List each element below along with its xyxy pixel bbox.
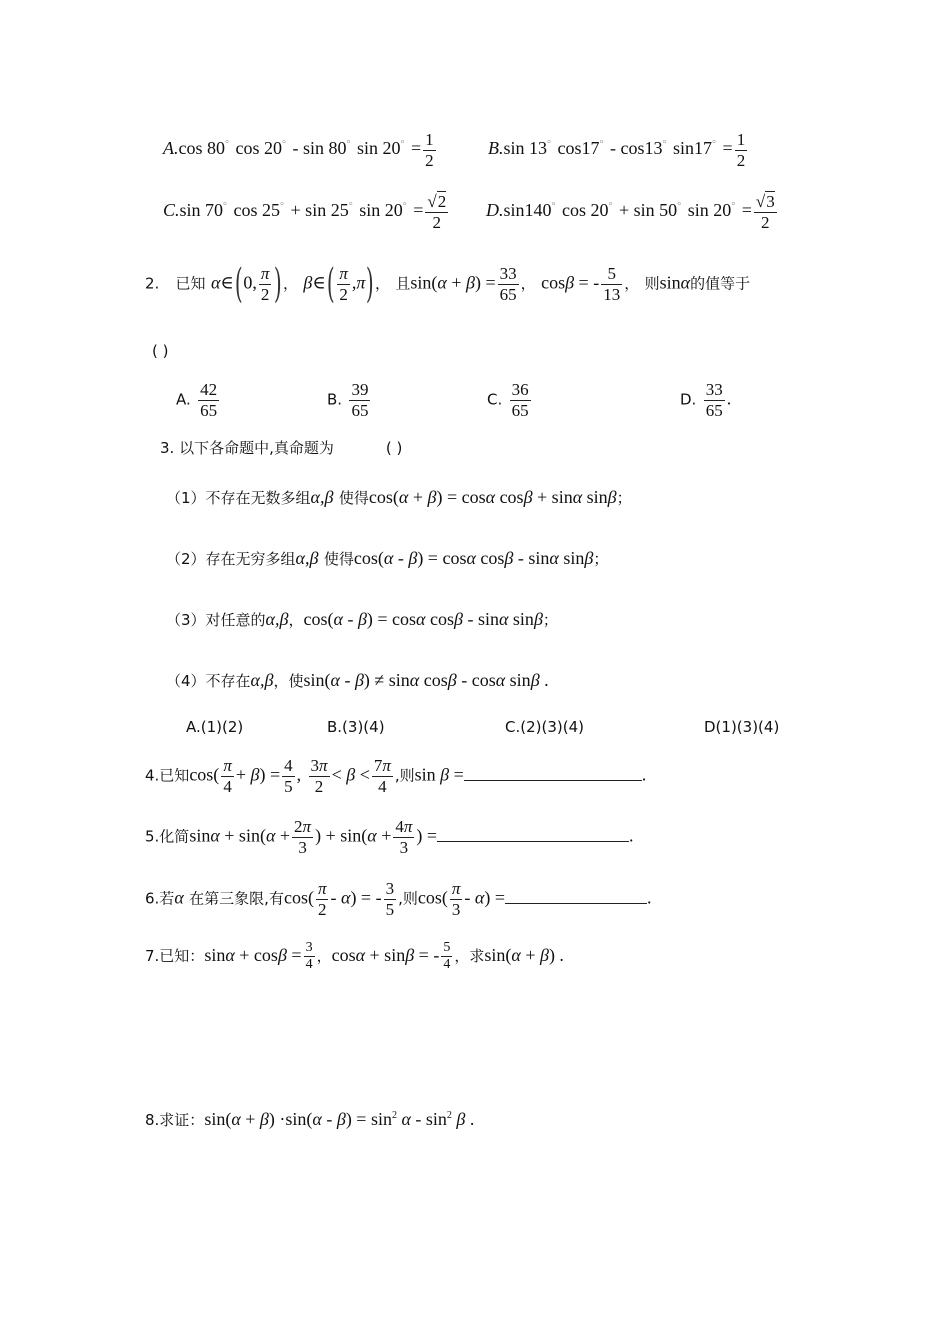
q5: 5.化简sinα + sin(α + $\frac{2\pi}{3}$ ) + sin(α + $\frac{4\pi}{3}$ ) = . (145, 817, 634, 857)
option-label: C. (163, 200, 180, 221)
q3-option-d: D(1)(3)(4) (704, 718, 780, 736)
q3-proposition-4: （4）不存在α,β，使sin(α - β) ≠ sinα cosβ - cosα sinβ . (166, 670, 549, 690)
q3-option-c: C.(2)(3)(4) (505, 718, 584, 736)
fraction: $\frac{1}{2}$ (736, 130, 746, 170)
q3-proposition-2: （2）存在无穷多组α,β 使得cos(α - β) = cosα cosβ - sinα sinβ； (166, 548, 609, 568)
fraction: $\frac{1}{2}$ (425, 130, 434, 170)
q2-option-d: D. $\frac{33}{65}$ . (680, 380, 732, 420)
q3-option-b: B.(3)(4) (327, 718, 385, 736)
q2-stem: 2. 已知 α∈(0, $\frac{\pi}{2}$ )， β∈( $\frac{\pi}{2}$ ,π)， 且sin(α + β) = $\frac{33}{65}$ ， cosβ = - $\frac{5}{13}$ ， 则sinα的值等于 (145, 261, 751, 308)
q1-option-a: A.cos 80° cos 20° - sin 80° sin 20° = $\frac{1}{2}$ (163, 130, 434, 170)
option-label: A. (163, 138, 179, 159)
option-label: D. (486, 200, 504, 221)
answer-blank[interactable] (505, 889, 647, 904)
q3-title: 3. 以下各命题中,真命题为 ( ) (160, 439, 403, 457)
q3-proposition-1: （1）不存在无数多组α,β 使得cos(α + β) = cosα cosβ + sinα sinβ； (166, 487, 632, 507)
q2-option-c: C. $\frac{36}{65}$ (487, 380, 529, 420)
option-label: B. (488, 138, 504, 159)
answer-blank[interactable] (464, 766, 642, 781)
q2-option-a: A. $\frac{42}{65}$ (176, 380, 218, 420)
q3-proposition-3: （3）对任意的α,β，cos(α - β) = cosα cosβ - sinα sinβ； (166, 609, 558, 629)
q2-option-b: B. $\frac{39}{65}$ (327, 380, 369, 420)
q4: 4.已知cos( $\frac{\pi}{4}$ + β) = $\frac{4}{5}$ , $\frac{3\pi}{2}$ < β < $\frac{7\pi}{4}$ ,则sin β = . (145, 756, 647, 796)
answer-blank[interactable] (437, 827, 629, 842)
fraction: $\frac{√3}{2}$ (755, 192, 775, 232)
fraction: $\frac{√2}{2}$ (427, 192, 447, 232)
q3-option-a: A.(1)(2) (186, 718, 244, 736)
q1-option-d: D.sin140° cos 20° + sin 50° sin 20° = $\frac{√3}{2}$ (486, 192, 775, 232)
q7: 7.已知：sinα + cosβ = $\frac{3}{4}$ ，cosα + sinβ = - $\frac{5}{4}$ ，求sin(α + β) . (145, 940, 564, 973)
q1-option-c: C.sin 70° cos 25° + sin 25° sin 20° = $\frac{√2}{2}$ (163, 192, 447, 232)
q6: 6.若α 在第三象限,有cos( $\frac{\pi}{2}$ - α) = - $\frac{3}{5}$ ,则cos( $\frac{\pi}{3}$ - α) = . (145, 879, 652, 919)
q2-answer-paren: ( ) (152, 342, 169, 360)
q8: 8.求证：$\sin(\alpha + \beta) \cdot\sin(\alpha - \beta) = \sin^2 \alpha - \sin^2 \beta$ . (145, 1109, 475, 1129)
q1-option-b: B.sin 13° cos17° - cos13° sin17° = $\frac{1}{2}$ (488, 130, 746, 170)
